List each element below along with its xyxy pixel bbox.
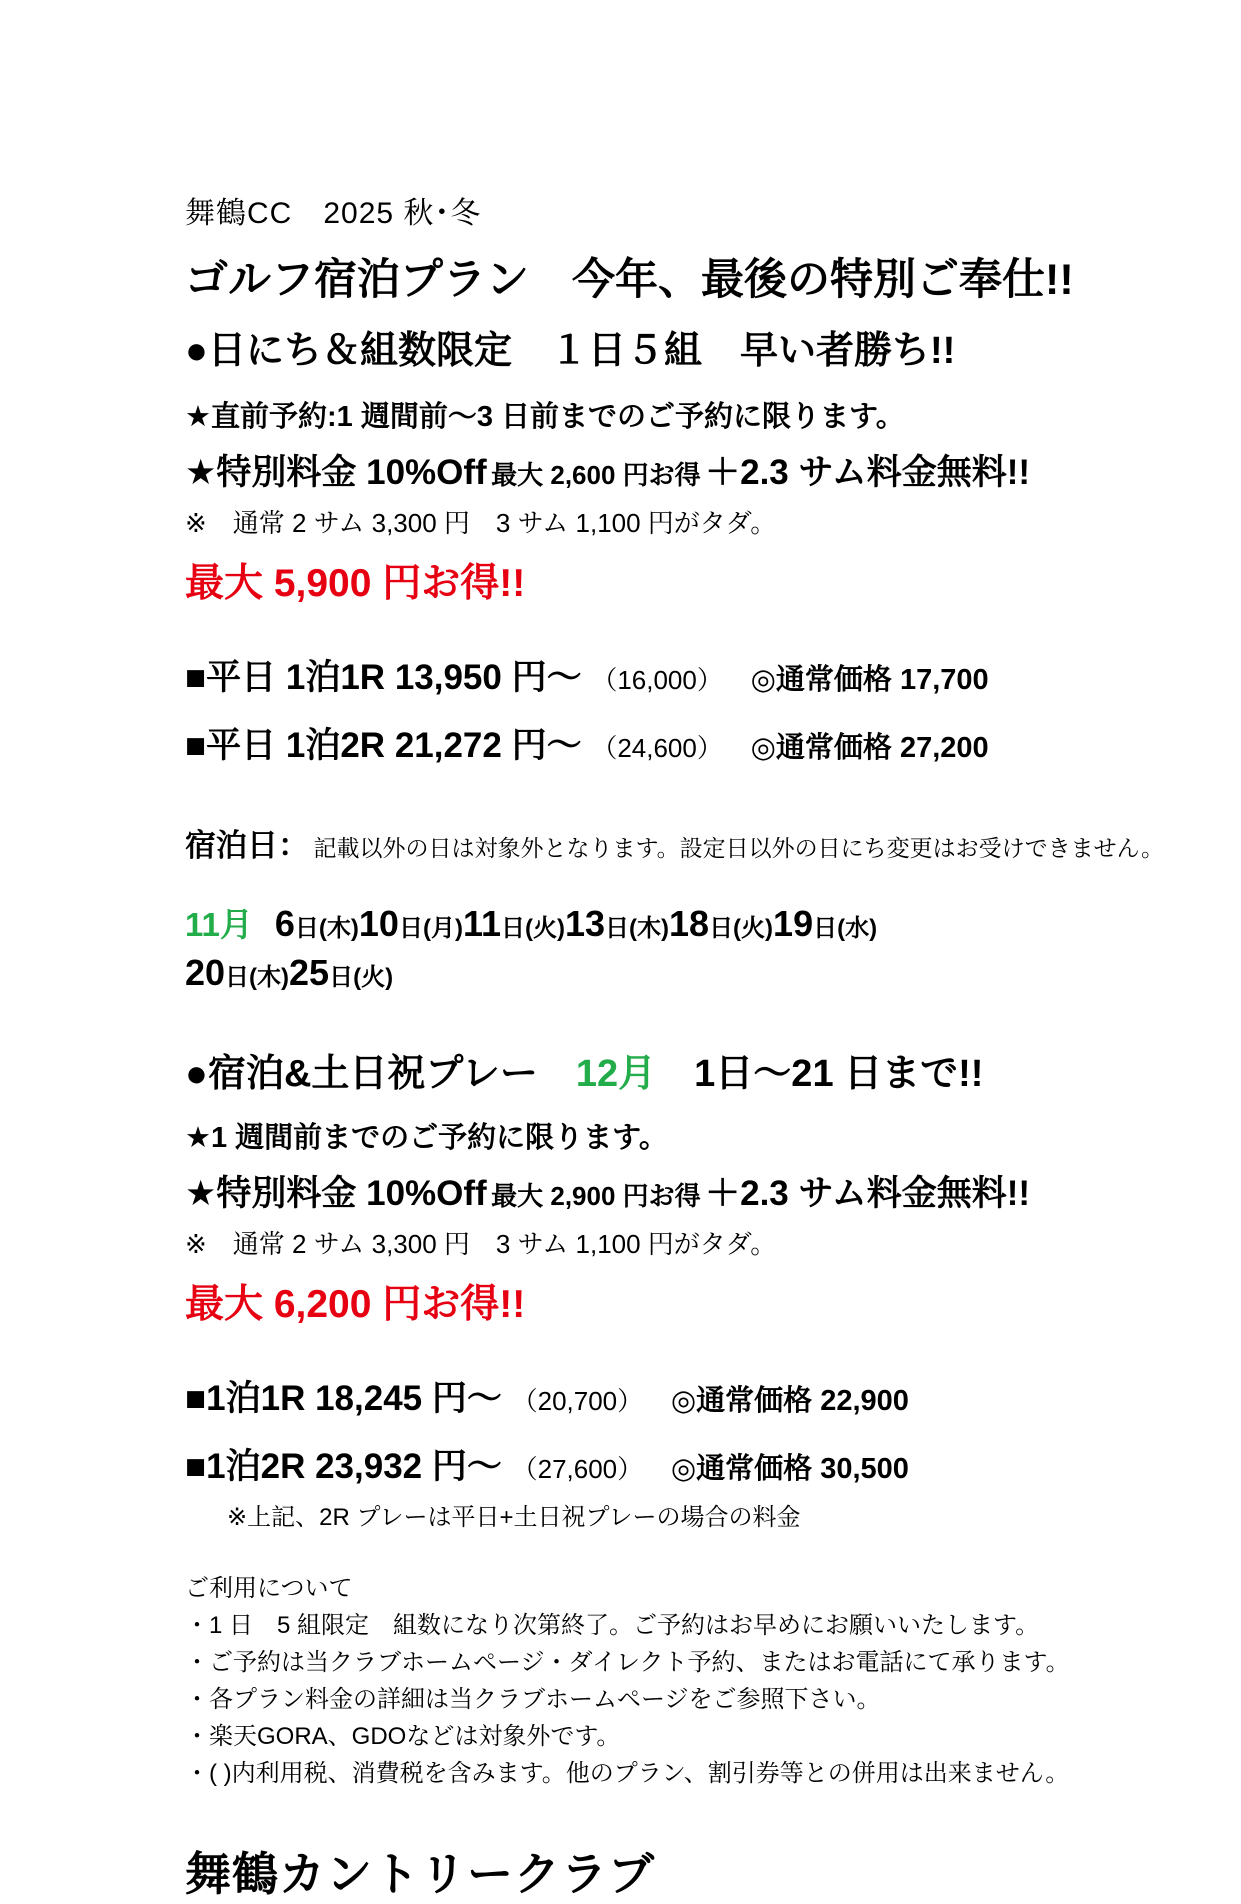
- price-incl-tax: （20,700）: [511, 1386, 644, 1416]
- price-incl-tax: （24,600）: [591, 733, 723, 763]
- price-label: ■1泊1R: [185, 1379, 306, 1418]
- plan1-booking-note: ★直前予約:1 週間前～3 日前までのご予約に限ります。: [185, 401, 905, 433]
- november-dates-row-1: [185, 899, 1181, 946]
- stay-date-text: 記載以外の日は対象外となります。設定日以外の日にち変更はお受けできません。: [313, 835, 1164, 861]
- date-weekday: 日(木): [294, 915, 359, 942]
- plan1-discount-main: ★特別料金 10%Off: [185, 453, 487, 492]
- plan1-discount-line: [185, 445, 1181, 495]
- november-dates-row-2: [185, 952, 1181, 994]
- plan2-max-savings: 最大 6,200 円お得!!: [185, 1283, 526, 1326]
- price-incl-tax: （27,600）: [511, 1454, 644, 1484]
- plan2-booking-note: ★1 週間前までのご予約に限ります。: [185, 1122, 668, 1154]
- plan2-discount-detail: 最大 2,900 円お得: [491, 1181, 701, 1211]
- usage-item: ・1 日 5 組限定 組数になり次第終了。ご予約はお早めにお願いいたします。: [185, 1612, 1040, 1639]
- usage-section: [185, 1570, 1181, 1792]
- date-day: 19: [773, 903, 814, 944]
- plan2-headline: [185, 1042, 1181, 1097]
- usage-title: ご利用について: [185, 1575, 353, 1602]
- price-regular: ◎通常価格 17,700: [750, 664, 989, 696]
- month-november: 11月: [185, 906, 253, 943]
- club-name: 舞鶴カントリークラブ: [185, 1848, 655, 1900]
- usage-item: ・ご予約は当クラブホームページ・ダイレクト予約、またはお電話にて承ります。: [185, 1649, 1070, 1676]
- usage-item: ・( )内利用税、消費税を含みます。他のプラン、割引券等との併用は出来ません。: [185, 1760, 1070, 1787]
- price-label: ■平日 1泊2R: [185, 726, 386, 765]
- date-day: 11: [462, 903, 501, 944]
- date-day: 18: [669, 903, 710, 944]
- date-weekday: 日(木): [225, 964, 290, 991]
- stay-date-note: [185, 820, 1181, 865]
- date-day: 25: [289, 952, 330, 993]
- plan2-price-row-1: [185, 1371, 1181, 1421]
- plan1-headline: ●日にち＆組数限定 １日５組 早い者勝ち!!: [185, 330, 956, 372]
- plan2-price-row-2: [185, 1439, 1181, 1489]
- date-weekday: 日(木): [605, 915, 670, 942]
- plan1-discount-plus: ＋2.3 サム料金無料!!: [705, 453, 1031, 492]
- plan1-discount-detail: 最大 2,600 円お得: [491, 460, 701, 490]
- plan2-discount-main: ★特別料金 10%Off: [185, 1174, 487, 1213]
- flyer-title: ゴルフ宿泊プラン 今年、最後の特別ご奉仕!!: [185, 256, 1074, 304]
- price-amount: 21,272 円～: [394, 726, 582, 765]
- price-incl-tax: （16,000）: [591, 665, 723, 695]
- plan1-price-row-2: [185, 718, 1181, 768]
- plan1-price-row-1: [185, 650, 1181, 700]
- plan1-max-savings: 最大 5,900 円お得!!: [185, 562, 526, 605]
- stay-date-label: 宿泊日：: [185, 828, 309, 863]
- month-december: 12月: [575, 1053, 657, 1095]
- date-weekday: 日(火): [501, 915, 565, 942]
- usage-item: ・各プラン料金の詳細は当クラブホームページをご参照下さい。: [185, 1686, 881, 1713]
- plan2-price-note: ※上記、2R プレーは平日+土日祝プレーの場合の料金: [227, 1504, 801, 1531]
- date-weekday: 日(火): [709, 915, 774, 942]
- plan2-som-note: ※ 通常 2 サム 3,300 円 3 サム 1,100 円がタダ。: [185, 1229, 777, 1259]
- plan2-discount-plus: ＋2.3 サム料金無料!!: [705, 1174, 1031, 1213]
- price-label: ■1泊2R: [185, 1447, 306, 1486]
- price-regular: ◎通常価格 22,900: [670, 1385, 909, 1417]
- plan2-headline-suffix: 1日～21 日まで!!: [656, 1053, 984, 1095]
- price-amount: 18,245 円～: [315, 1379, 502, 1418]
- date-weekday: 日(火): [329, 964, 394, 991]
- price-label: ■平日 1泊1R: [185, 658, 386, 697]
- date-day: 6: [274, 903, 295, 944]
- price-amount: 23,932 円～: [315, 1447, 502, 1486]
- date-day: 20: [185, 952, 226, 993]
- date-day: 10: [358, 903, 399, 944]
- usage-item: ・楽天GORA、GDOなどは対象外です。: [185, 1723, 621, 1750]
- price-amount: 13,950 円～: [394, 658, 582, 697]
- date-day: 13: [564, 903, 606, 944]
- price-regular: ◎通常価格 30,500: [670, 1453, 909, 1485]
- plan2-discount-line: [185, 1166, 1181, 1216]
- plan1-som-note: ※ 通常 2 サム 3,300 円 3 サム 1,100 円がタダ。: [185, 508, 777, 538]
- date-weekday: 日(水): [813, 915, 878, 942]
- date-weekday: 日(月): [398, 915, 463, 942]
- price-regular: ◎通常価格 27,200: [750, 732, 989, 764]
- plan2-headline-prefix: ●宿泊&土日祝プレー: [185, 1053, 576, 1095]
- flyer-subtitle: 舞鶴CC 2025 秋･冬: [185, 197, 482, 230]
